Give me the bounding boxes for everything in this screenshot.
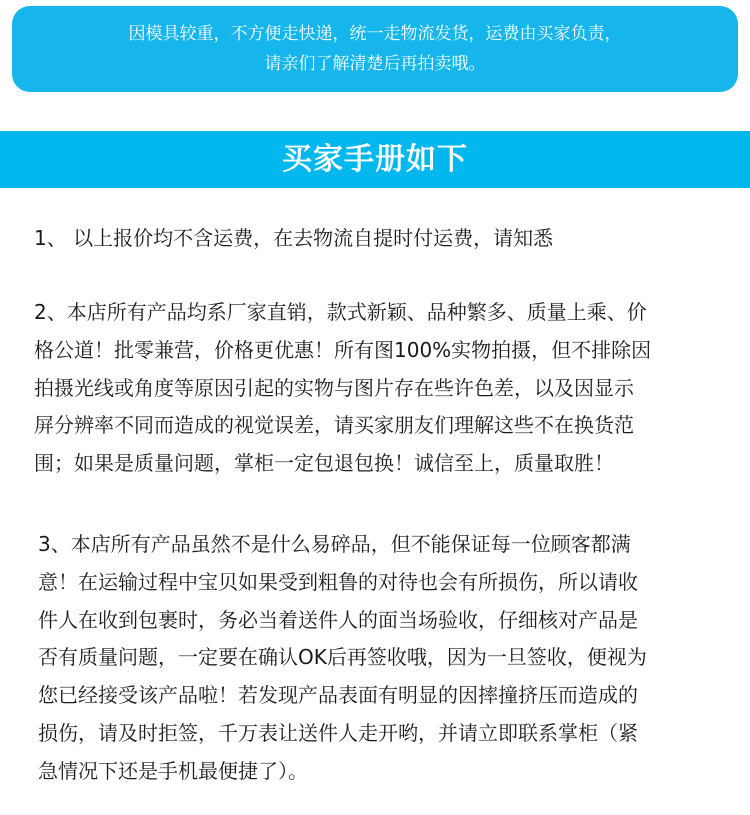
paragraph-3-line: 您已经接受该产品啦！若发现产品表面有明显的因摔撞挤压而造成的	[38, 683, 638, 708]
paragraph-3-line: 件人在收到包裹时，务必当着送件人的面当场验收，仔细核对产品是	[38, 607, 638, 632]
shipping-notice-banner	[12, 6, 738, 92]
paragraph-3-line: 急情况下还是手机最便捷了）。	[38, 758, 308, 783]
paragraph-3-line: 否有质量问题，一定要在确认OK后再签收哦，因为一旦签收，便视为	[38, 645, 647, 670]
paragraph-3	[38, 526, 718, 791]
paragraph-1-line: 1、 以上报价均不含运费，在去物流自提时付运费，请知悉	[34, 226, 554, 250]
paragraph-3-line: 损伤，请及时拒签，千万表让送件人走开哟，并请立即联系掌柜（紧	[38, 720, 638, 745]
paragraph-1	[34, 220, 718, 258]
paragraph-2-line: 屏分辨率不同而造成的视觉误差，请买家朋友们理解这些不在换货范	[34, 413, 634, 438]
paragraph-3-line: 意！在运输过程中宝贝如果受到粗鲁的对待也会有所损伤，所以请收	[38, 569, 638, 594]
paragraph-2-line: 拍摄光线或角度等原因引起的实物与图片存在些许色差，以及因显示	[34, 375, 634, 400]
paragraph-2	[34, 294, 718, 483]
paragraph-2-line: 围；如果是质量问题，掌柜一定包退包换！诚信至上，质量取胜！	[34, 451, 614, 476]
notice-line-1: 因模具较重，不方便走快递，统一走物流发货，运费由买家负责，	[128, 24, 622, 44]
paragraph-3-line: 3、本店所有产品虽然不是什么易碎品，但不能保证每一位顾客都满	[38, 532, 631, 556]
paragraph-2-line: 格公道！批零兼营，价格更优惠！所有图100%实物拍摄，但不排除因	[34, 337, 652, 362]
section-title: 买家手册如下	[0, 131, 750, 188]
notice-line-2: 请亲们了解清楚后再拍卖哦。	[264, 54, 486, 74]
paragraph-2-line: 2、本店所有产品均系厂家直销，款式新颖、品种繁多、质量上乘、价	[34, 300, 647, 324]
